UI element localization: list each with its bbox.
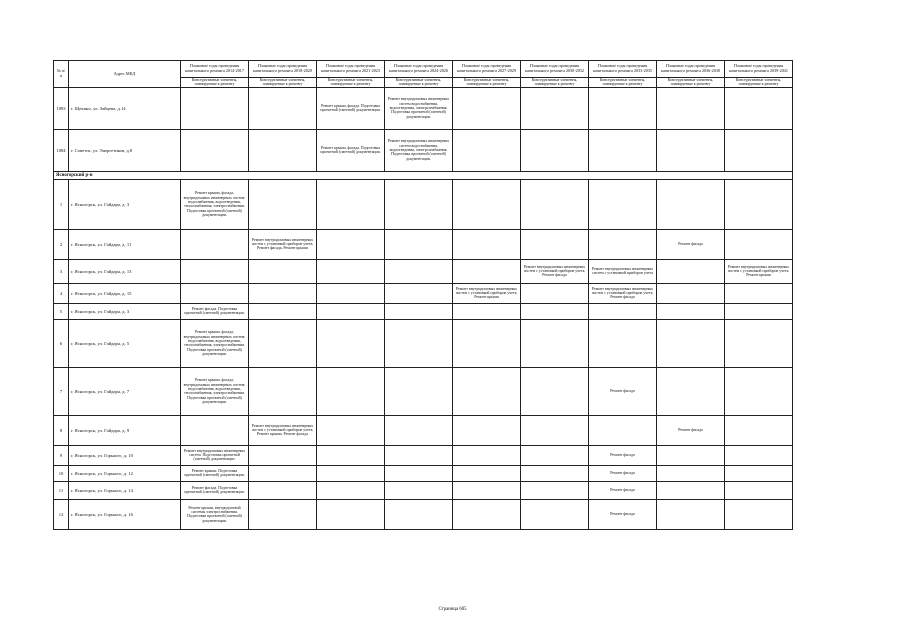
row-number: 8 — [54, 415, 69, 445]
repair-works-cell — [521, 129, 589, 171]
table-row — [54, 129, 793, 171]
repair-works-cell — [657, 259, 725, 283]
repair-works-cell — [453, 179, 521, 229]
table-body — [54, 87, 793, 529]
repair-works-cell: Ремонт внутридомовых инженерных систем с установкой приборов учета, Ремонт крыши — [725, 259, 793, 283]
repair-works-cell — [589, 319, 657, 367]
repair-works-cell — [385, 367, 453, 415]
repair-works-cell — [249, 87, 317, 129]
row-address: г. Ясногорск, ул. Горького, д. 10 — [69, 445, 181, 465]
repair-works-cell: Ремонт фасада — [657, 415, 725, 445]
header-period: Плановые годы проведения капитального ремонта 2021-2023 — [317, 61, 385, 78]
header-subheader: Конструктивные элементы, планируемые к ремонту — [317, 78, 385, 88]
repair-works-cell — [317, 481, 385, 499]
table-row — [54, 415, 793, 445]
repair-works-cell: Ремонт фасада. Подготовка проектной (сметной) документации. — [181, 481, 249, 499]
repair-works-cell — [181, 129, 249, 171]
repair-works-cell — [657, 303, 725, 319]
repair-works-cell — [249, 283, 317, 303]
table-row — [54, 319, 793, 367]
repair-works-cell: Ремонт крыши, фасада, внутридомовых инженерных систем: водоснабжения, водоотведения, теплоснабжения, электроснабжения. Подготовка проектной (сметной) документации. — [181, 367, 249, 415]
row-address: г. Ясногорск, ул. Гайдара, д. 9 — [69, 415, 181, 445]
repair-works-cell — [385, 481, 453, 499]
repair-works-cell: Ремонт фасада. Подготовка проектной (сметной) документации. — [181, 303, 249, 319]
repair-works-cell — [249, 499, 317, 529]
row-address: г. Ясногорск, ул. Гайдара, д. 15 — [69, 283, 181, 303]
row-address: г. Ясногорск, ул. Гайдара, д. 5 — [69, 319, 181, 367]
row-number: 1 — [54, 179, 69, 229]
row-number: 3 — [54, 259, 69, 283]
table-row — [54, 481, 793, 499]
repair-works-cell — [725, 303, 793, 319]
header-period: Плановые годы проведения капитального ремонта 2014-2017 — [181, 61, 249, 78]
repair-works-cell: Ремонт фасада — [589, 481, 657, 499]
repair-works-cell: Ремонт внутридомовых инженерных систем водоснабжения, водоотведения, электроснабжения. Подготовка проектной (сметной) документации. — [385, 87, 453, 129]
repair-works-cell — [589, 179, 657, 229]
repair-works-cell — [181, 259, 249, 283]
repair-works-cell — [521, 481, 589, 499]
repair-works-cell — [317, 179, 385, 229]
repair-works-cell — [317, 465, 385, 481]
header-period: Плановые годы проведения капитального ремонта 2030-2032 — [521, 61, 589, 78]
repair-works-cell — [453, 445, 521, 465]
repair-works-cell — [181, 229, 249, 259]
table-row — [54, 303, 793, 319]
repair-works-cell — [589, 303, 657, 319]
repair-works-cell — [453, 129, 521, 171]
repair-works-cell — [249, 303, 317, 319]
repair-works-cell: Ремонт фасада — [589, 367, 657, 415]
repair-works-cell — [657, 465, 725, 481]
repair-works-cell — [453, 499, 521, 529]
header-period: Плановые годы проведения капитального ремонта 2027-2029 — [453, 61, 521, 78]
header-period: Плановые годы проведения капитального ремонта 2033-2035 — [589, 61, 657, 78]
repair-works-cell — [453, 87, 521, 129]
repair-works-cell: Ремонт крыши, фасада, внутридомовых инженерных систем: водоснабжения, водоотведения, теплоснабжения, электроснабжения. Подготовка проектной (сметной) документации. — [181, 319, 249, 367]
repair-works-cell — [657, 367, 725, 415]
row-address: г. Ясногорск, ул. Гайдара, д. 13 — [69, 259, 181, 283]
table-row — [54, 283, 793, 303]
row-address: г. Ясногорск, ул. Горького, д. 14 — [69, 481, 181, 499]
repair-works-cell — [725, 367, 793, 415]
header-subheader: Конструктивные элементы, планируемые к ремонту — [249, 78, 317, 88]
repair-works-cell: Ремонт крыши, внутридомовой системы электроснабжения. Подготовка проектной (сметной) документации. — [181, 499, 249, 529]
repair-works-cell — [453, 303, 521, 319]
repair-works-cell — [453, 465, 521, 481]
repair-works-cell — [725, 499, 793, 529]
repair-works-cell: Ремонт внутридомовых инженерных систем водоснабжения, водоотведения, электроснабжения. Подготовка проектной (сметной) документации. — [385, 129, 453, 171]
repair-works-cell — [589, 415, 657, 445]
header-subheader: Конструктивные элементы, планируемые к ремонту — [385, 78, 453, 88]
repair-works-cell — [657, 179, 725, 229]
repair-works-cell — [725, 179, 793, 229]
repair-works-cell — [521, 229, 589, 259]
row-number: 2 — [54, 229, 69, 259]
repair-works-cell — [385, 179, 453, 229]
repair-works-cell — [521, 367, 589, 415]
header-period: Плановые годы проведения капитального ремонта 2036-2038 — [657, 61, 725, 78]
repair-works-cell: Ремонт внутридомовых инженерных систем с установкой приборов учета, Ремонт фасада — [589, 283, 657, 303]
repair-works-cell — [521, 415, 589, 445]
row-number: 7 — [54, 367, 69, 415]
header-subheader: Конструктивные элементы, планируемые к ремонту — [453, 78, 521, 88]
repair-works-cell — [317, 303, 385, 319]
row-number: 9 — [54, 445, 69, 465]
repair-works-cell — [453, 259, 521, 283]
header-row — [54, 61, 793, 78]
repair-works-cell — [249, 367, 317, 415]
repair-works-cell — [385, 303, 453, 319]
table-row — [54, 259, 793, 283]
repair-works-cell — [249, 129, 317, 171]
repair-works-cell — [181, 87, 249, 129]
repair-works-cell — [589, 87, 657, 129]
repair-works-cell — [317, 319, 385, 367]
repair-works-cell — [725, 481, 793, 499]
repair-works-cell: Ремонт внутридомовых инженерных систем с установкой приборов учета, Ремонт крыши, Ремонт фасада — [249, 415, 317, 445]
repair-works-cell — [657, 283, 725, 303]
repair-works-cell — [521, 179, 589, 229]
repair-works-cell — [385, 465, 453, 481]
row-address: г. Ясногорск, ул. Гайдара, д. 3 — [69, 303, 181, 319]
capital-repair-table — [53, 60, 793, 530]
repair-works-cell: Ремонт крыши, фасада. Подготовка проектной (сметной) документации. — [317, 87, 385, 129]
repair-works-cell: Ремонт фасада — [589, 499, 657, 529]
repair-works-cell — [249, 465, 317, 481]
district-name: Ясногорский р-н — [54, 171, 793, 179]
repair-works-cell — [385, 415, 453, 445]
repair-works-cell: Ремонт внутридомовых инженерных систем с установкой приборов учета, Ремонт крыши — [453, 283, 521, 303]
header-address: Адрес МКД — [69, 61, 181, 88]
repair-works-cell — [317, 283, 385, 303]
repair-works-cell — [385, 259, 453, 283]
repair-works-cell — [725, 465, 793, 481]
repair-works-cell — [589, 229, 657, 259]
repair-works-cell: Ремонт внутридомовых инженерных систем с установкой приборов учета, Ремонт фасада — [521, 259, 589, 283]
repair-works-cell: Ремонт внутридомовых инженерных систем. Подготовка проектной (сметной) документации. — [181, 445, 249, 465]
repair-works-cell — [249, 481, 317, 499]
repair-works-cell — [725, 415, 793, 445]
header-subheader: Конструктивные элементы, планируемые к ремонту — [657, 78, 725, 88]
row-address: г. Ясногорск, ул. Горького, д. 16 — [69, 499, 181, 529]
row-number: 6 — [54, 319, 69, 367]
repair-works-cell — [249, 445, 317, 465]
repair-works-cell — [181, 283, 249, 303]
repair-works-cell — [521, 465, 589, 481]
repair-works-cell — [181, 415, 249, 445]
repair-works-cell — [317, 499, 385, 529]
repair-works-cell — [521, 445, 589, 465]
row-address: г. Ясногорск, ул. Гайдара, д. 7 — [69, 367, 181, 415]
row-number: 1083 — [54, 87, 69, 129]
row-number: 5 — [54, 303, 69, 319]
repair-works-cell — [453, 367, 521, 415]
row-address: г. Ясногорск, ул. Гайдара, д. 3 — [69, 179, 181, 229]
header-period: Плановые годы проведения капитального ремонта 2018-2020 — [249, 61, 317, 78]
row-address: г. Ясногорск, ул. Гайдара, д. 11 — [69, 229, 181, 259]
repair-works-cell — [385, 283, 453, 303]
header-period: Плановые годы проведения капитального ремонта 2039-2041 — [725, 61, 793, 78]
repair-works-cell — [725, 129, 793, 171]
repair-works-cell — [725, 283, 793, 303]
row-address: г. Ясногорск, ул. Горького, д. 12 — [69, 465, 181, 481]
repair-works-cell — [317, 259, 385, 283]
row-number: 10 — [54, 465, 69, 481]
repair-works-cell — [657, 499, 725, 529]
repair-works-cell: Ремонт крыши, фасада. Подготовка проектной (сметной) документации. — [317, 129, 385, 171]
repair-works-cell — [249, 259, 317, 283]
repair-works-cell: Ремонт фасада — [589, 445, 657, 465]
row-number: 1084 — [54, 129, 69, 171]
table-row — [54, 499, 793, 529]
table-row — [54, 229, 793, 259]
table-row — [54, 179, 793, 229]
repair-works-cell: Ремонт внутридомовых инженерных систем с установкой приборов учета — [589, 259, 657, 283]
header-subheader: Конструктивные элементы, планируемые к ремонту — [521, 78, 589, 88]
repair-works-cell — [453, 481, 521, 499]
repair-works-cell — [657, 319, 725, 367]
header-subheader: Конструктивные элементы, планируемые к ремонту — [725, 78, 793, 88]
repair-works-cell — [589, 129, 657, 171]
repair-works-cell — [317, 229, 385, 259]
table-row — [54, 465, 793, 481]
repair-works-cell — [385, 499, 453, 529]
repair-works-cell — [725, 445, 793, 465]
row-address: г. Советск, ул. Энергетиков, д.8 — [69, 129, 181, 171]
table-row — [54, 445, 793, 465]
table-row — [54, 367, 793, 415]
header-num: № п/п — [54, 61, 69, 88]
repair-works-cell — [521, 303, 589, 319]
repair-works-cell: Ремонт крыши. Подготовка проектной (сметной) документации. — [181, 465, 249, 481]
repair-works-cell — [249, 319, 317, 367]
repair-works-cell — [657, 445, 725, 465]
repair-works-cell — [385, 229, 453, 259]
repair-works-cell: Ремонт фасада — [657, 229, 725, 259]
repair-works-cell — [317, 445, 385, 465]
repair-works-cell: Ремонт внутридомовых инженерных систем с установкой приборов учета, Ремонт фасада, Ремонт крыши — [249, 229, 317, 259]
repair-works-cell — [725, 87, 793, 129]
page-number: Страница 605 — [438, 607, 467, 612]
repair-works-cell — [385, 319, 453, 367]
table-row — [54, 87, 793, 129]
repair-works-cell — [249, 179, 317, 229]
repair-works-cell — [725, 319, 793, 367]
repair-works-cell — [453, 319, 521, 367]
repair-works-cell — [521, 283, 589, 303]
repair-works-cell — [385, 445, 453, 465]
repair-works-cell — [521, 319, 589, 367]
repair-works-cell — [317, 415, 385, 445]
district-row — [54, 171, 793, 179]
repair-works-cell — [317, 367, 385, 415]
repair-works-cell — [521, 87, 589, 129]
header-subheader: Конструктивные элементы, планируемые к ремонту — [589, 78, 657, 88]
repair-works-cell — [657, 87, 725, 129]
repair-works-cell — [453, 229, 521, 259]
repair-works-cell: Ремонт крыши, фасада, внутридомовых инженерных систем: водоснабжения, водоотведения, теплоснабжения, электроснабжения. Подготовка проектной (сметной) документации. — [181, 179, 249, 229]
header-subheader: Конструктивные элементы, планируемые к ремонту — [181, 78, 249, 88]
repair-works-cell — [657, 129, 725, 171]
repair-works-cell — [453, 415, 521, 445]
repair-works-cell — [657, 481, 725, 499]
header-period: Плановые годы проведения капитального ремонта 2024-2026 — [385, 61, 453, 78]
row-address: г. Щекино, ул. Зайцева, д.14 — [69, 87, 181, 129]
row-number: 12 — [54, 499, 69, 529]
repair-works-cell — [725, 229, 793, 259]
row-number: 4 — [54, 283, 69, 303]
repair-works-cell — [521, 499, 589, 529]
row-number: 11 — [54, 481, 69, 499]
repair-works-cell: Ремонт фасада — [589, 465, 657, 481]
